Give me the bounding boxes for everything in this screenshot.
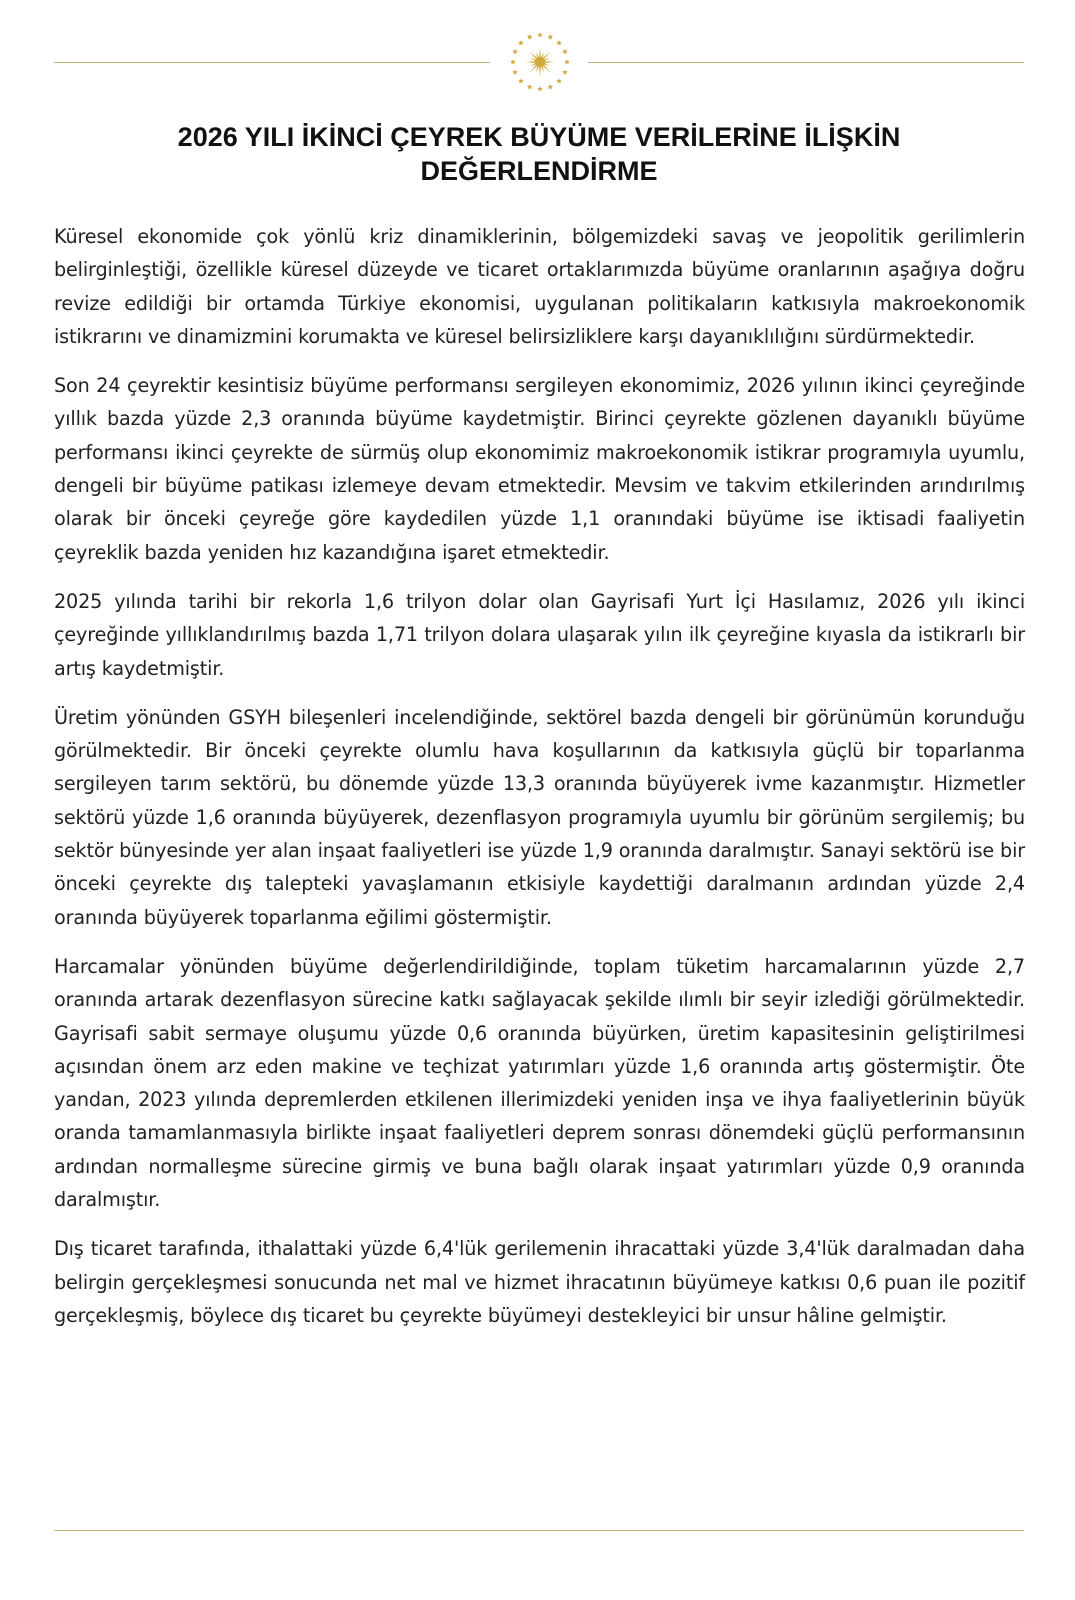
header-divider-right — [588, 62, 1024, 63]
title-line-1: 2026 YILI İKİNCİ ÇEYREK BÜYÜME VERİLERİNE İLİŞKİN — [177, 122, 901, 152]
header-divider-left — [54, 62, 490, 63]
paragraph-expenditure-side: Harcamalar yönünden büyüme değerlendirildiğinde, toplam tüketim harcamalarının yüzde 2,7 oranında artarak dezenflasyon sürecine katkı sağlayacak şekilde ılımlı bir seyir izlediği görülmektedir. Gayrisafi sabit sermaye oluşumu yüzde 0,6 oranında büyürken, üretim kapasitesinin geliştirilmesi açısından önem arz eden makine ve teçhizat yatırımları yüzde 1,6 oranında artış göstermiştir. Öte yandan, 2023 yılında depremlerden etkilenen illerimizdeki yeniden inşa ve ihya faaliyetlerinin büyük oranda tamamlanmasıyla birlikte inşaat faaliyetleri deprem sonrası dönemdeki güçlü performansının ardından normalleşme sürecine girmiş ve buna bağlı olarak inşaat yatırımları yüzde 0,9 oranında daralmıştır. — [54, 954, 1025, 1212]
paragraph-foreign-trade: Dış ticaret tarafında, ithalattaki yüzde 6,4'lük gerilemenin ihracattaki yüzde 3,4'lük daralmadan daha belirgin gerçekleşmesi sonucunda net mal ve hizmet ihracatının büyümeye katkısı 0,6 puan ile pozitif gerçekleşmiş, böylece dış ticaret bu çeyrekte büyümeyi destekleyici bir unsur hâline gelmiştir. — [54, 1237, 1025, 1327]
document-body — [54, 220, 1025, 1348]
footer-divider — [54, 1530, 1024, 1531]
presidential-seal-icon — [506, 28, 574, 96]
title-line-2: DEĞERLENDİRME — [420, 156, 658, 186]
paragraph-global-economy: Küresel ekonomide çok yönlü kriz dinamiklerinin, bölgemizdeki savaş ve jeopolitik gerilimlerin belirginleştiği, özellikle küresel düzeyde ve ticaret ortaklarımızda büyüme oranlarının aşağıya doğru revize edildiği bir ortamda Türkiye ekonomisi, uygulanan politikaların katkısıyla makroekonomik istikrarını ve dinamizmini korumakta ve küresel belirsizliklere karşı dayanıklılığını sürdürmektedir. — [54, 225, 1025, 348]
paragraph-growth-performance: Son 24 çeyrektir kesintisiz büyüme performansı sergileyen ekonomimiz, 2026 yılının ikinci çeyreğinde yıllık bazda yüzde 2,3 oranında büyüme kaydetmiştir. Birinci çeyrekte gözlenen dayanıklı büyüme performansı ikinci çeyrekte de sürmüş olup ekonomimiz makroekonomik istikrar programıyla uyumlu, dengeli bir büyüme patikası izlemeye devam etmektedir. Mevsim ve takvim etkilerinden arındırılmış olarak bir önceki çeyreğe göre kaydedilen yüzde 1,1 oranındaki büyüme ise iktisadi faaliyetin çeyreklik bazda yeniden hız kazandığına işaret etmektedir. — [54, 374, 1025, 564]
paragraph-gdp: 2025 yılında tarihi bir rekorla 1,6 trilyon dolar olan Gayrisafi Yurt İçi Hasılamız, 2026 yılı ikinci çeyreğinde yıllıklandırılmış bazda 1,71 trilyon dolara ulaşarak yılın ilk çeyreğine kıyasla da istikrarlı bir artış kaydetmiştir. — [54, 589, 1025, 680]
document-header — [54, 28, 1024, 96]
document-title — [54, 120, 1024, 188]
paragraph-production-side: Üretim yönünden GSYH bileşenleri incelendiğinde, sektörel bazda dengeli bir görünümün korunduğu görülmektedir. Bir önceki çeyrekte olumlu hava koşullarının da katkısıyla güçlü bir toparlanma sergileyen tarım sektörü, bu dönemde yüzde 13,3 oranında büyüyerek ivme kazanmıştır. Hizmetler sektörü yüzde 1,6 oranında büyüyerek, dezenflasyon programıyla uyumlu bir görünüm sergilemiş; bu sektör bünyesinde yer alan inşaat faaliyetleri ise yüzde 1,9 oranında daralmıştır. Sanayi sektörü ise bir önceki çeyrekte dış talepteki yavaşlamanın etkisiyle kaydettiği daralmanın ardından yüzde 2,4 oranında büyüyerek toparlanma eğilimi göstermiştir. — [54, 705, 1025, 929]
